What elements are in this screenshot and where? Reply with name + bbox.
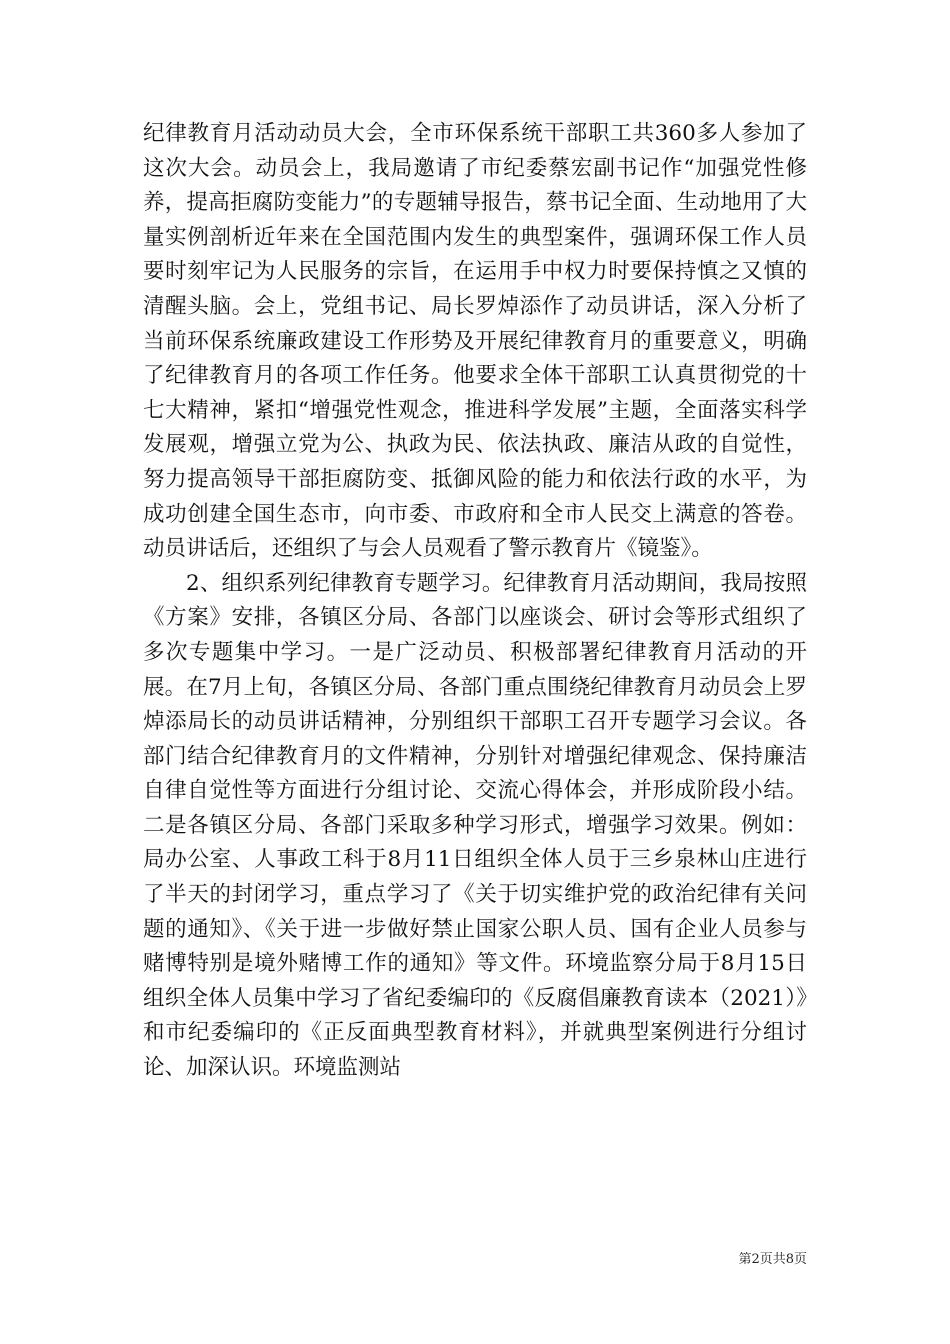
document-body: [143, 117, 807, 1086]
page-number-footer: 第2页共8页: [738, 1252, 807, 1267]
paragraph-mobilization-meeting: 纪律教育月活动动员大会，全市环保系统干部职工共360多人参加了这次大会。动员会上，我局邀请了市纪委蔡宏副书记作“加强党性修养，提高拒腐防变能力”的专题辅导报告，蔡书记全面、生动地用了大量实例剖析近年来在全国范围内发生的典型案件，强调环保工作人员要时刻牢记为人民服务的宗旨，在运用手中权力时要保持慎之又慎的清醒头脑。会上，党组书记、局长罗焯添作了动员讲话，深入分析了当前环保系统廉政建设工作形势及开展纪律教育月的重要意义，明确了纪律教育月的各项工作任务。他要求全体干部职工认真贯彻党的十七大精神，紧扣“增强党性观念，推进科学发展”主题，全面落实科学发展观，增强立党为公、执政为民、依法执政、廉洁从政的自觉性，努力提高领导干部拒腐防变、抵御风险的能力和依法行政的水平，为成功创建全国生态市，向市委、市政府和全市人民交上满意的答卷。动员讲话后，还组织了与会人员观看了警示教育片《镜鉴》。: [143, 121, 807, 562]
paragraph-study-sessions: 2、组织系列纪律教育专题学习。纪律教育月活动期间，我局按照《方案》安排，各镇区分局、各部门以座谈会、研讨会等形式组织了多次专题集中学习。一是广泛动员、积极部署纪律教育月活动的开展。在7月上旬，各镇区分局、各部门重点围绕纪律教育月动员会上罗焯添局长的动员讲话精神，分别组织干部职工召开专题学习会议。各部门结合纪律教育月的文件精神，分别针对增强纪律观念、保持廉洁自律自觉性等方面进行分组讨论、交流心得体会，并形成阶段小结。二是各镇区分局、各部门采取多种学习形式，增强学习效果。例如：局办公室、人事政工科于8月11日组织全体人员于三乡泉林山庄进行了半天的封闭学习，重点学习了《关于切实维护党的政治纪律有关问题的通知》、《关于进一步做好禁止国家公职人员、国有企业人员参与赌博特别是境外赌博工作的通知》等文件。环境监察分局于8月15日组织全体人员集中学习了省纪委编印的《反腐倡廉教育读本（2021）》和市纪委编印的《正反面典型教育材料》，并就典型案例进行分组讨论、加深认识。环境监测站: [143, 570, 807, 1081]
